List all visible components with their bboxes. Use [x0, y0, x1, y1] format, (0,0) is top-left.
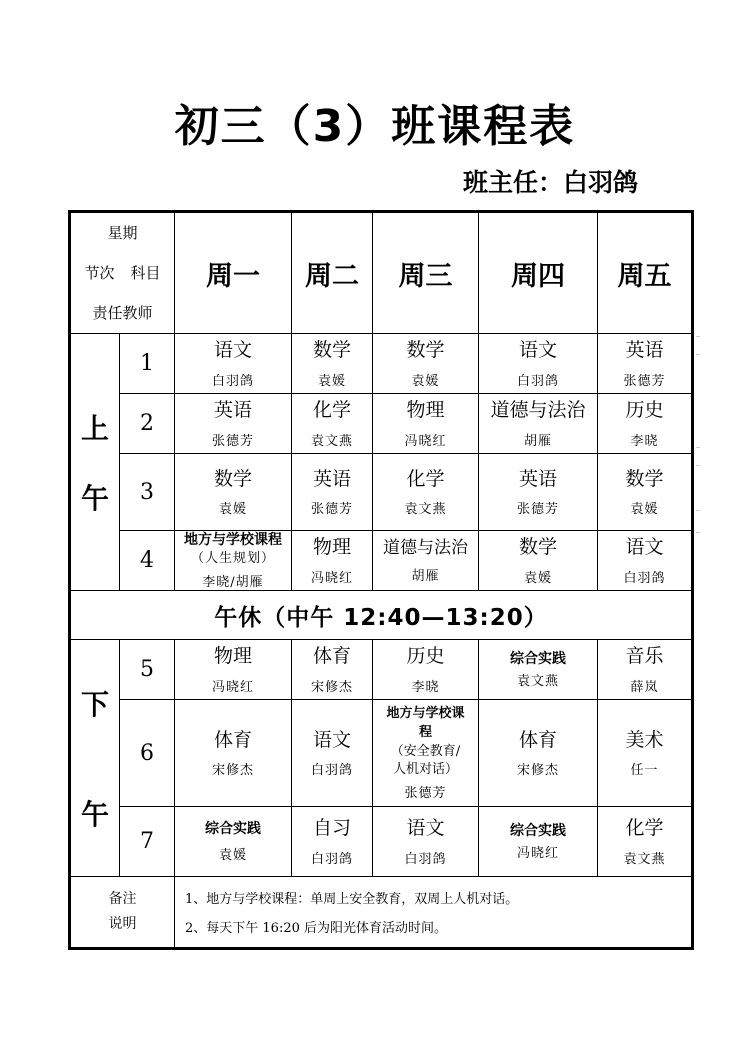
class-cell	[175, 700, 292, 807]
subject: 英语	[625, 339, 664, 362]
teacher: 袁文燕	[404, 502, 447, 518]
subject: 语文	[213, 339, 252, 362]
class-cell	[175, 334, 292, 394]
subject: 体育	[213, 728, 252, 751]
class-cell	[292, 640, 373, 700]
teacher: 白羽鸽	[623, 570, 666, 586]
timetable	[68, 210, 694, 950]
subject: 语文	[406, 817, 445, 840]
period-label: 节次	[84, 264, 115, 282]
header-corner-cell	[70, 212, 175, 334]
subject: 英语	[213, 399, 252, 422]
class-cell	[175, 807, 292, 877]
teacher: 袁文燕	[310, 433, 353, 449]
subject: 体育	[518, 728, 557, 751]
class-cell	[292, 531, 373, 591]
class-cell	[175, 394, 292, 454]
teacher: 李晓	[411, 679, 440, 695]
class-cell	[373, 454, 479, 531]
class-cell	[479, 640, 598, 700]
subject: 数学	[406, 339, 445, 362]
morning-label-2: 午	[80, 482, 109, 515]
subject: 自习	[312, 817, 351, 840]
period-number: 1	[120, 334, 175, 394]
teacher: 冯晓红	[516, 846, 559, 862]
teacher: 白羽鸽	[404, 851, 447, 867]
subject: 数学	[312, 339, 351, 362]
subject: 道德与法治	[383, 537, 468, 558]
day-header-fri: 周五	[598, 212, 693, 334]
subject: 历史	[406, 645, 445, 668]
class-cell	[292, 700, 373, 807]
subject-line-2: 程	[418, 724, 432, 740]
teacher: 张德芳	[211, 433, 254, 449]
period-row-3	[70, 454, 693, 531]
class-cell	[373, 334, 479, 394]
subject: 物理	[406, 399, 445, 422]
teacher: 冯晓红	[310, 570, 353, 586]
day-header-thu: 周四	[479, 212, 598, 334]
teacher: 张德芳	[404, 786, 447, 802]
subject: 英语	[312, 467, 351, 490]
teacher: 宋修杰	[516, 763, 559, 779]
edge-mark	[696, 447, 700, 448]
class-cell	[373, 807, 479, 877]
subject: 物理	[213, 645, 252, 668]
subject: 化学	[312, 399, 351, 422]
week-label: 星期	[107, 224, 138, 242]
teacher: 宋修杰	[211, 763, 254, 779]
teacher: 袁媛	[630, 502, 659, 518]
class-cell	[292, 394, 373, 454]
subject: 数学	[625, 467, 664, 490]
subject: 数学	[213, 467, 252, 490]
teacher: 白羽鸽	[516, 373, 559, 389]
note-item: 2、每天下午 16:20 后为阳光体育活动时间。	[185, 921, 447, 936]
class-cell	[479, 531, 598, 591]
period-row-1	[70, 334, 693, 394]
subject: 英语	[518, 467, 557, 490]
subject: 综合实践	[510, 822, 566, 839]
subject: 化学	[406, 467, 445, 490]
teacher: 任一	[630, 763, 659, 779]
period-row-4	[70, 531, 693, 591]
subject-line-1: 地方与学校课	[386, 705, 465, 721]
teacher: 冯晓红	[404, 433, 447, 449]
teacher: 袁媛	[411, 373, 440, 389]
lunch-break: 午休（中午 12:40—13:20）	[70, 591, 693, 640]
class-cell	[292, 334, 373, 394]
teacher: 宋修杰	[310, 679, 353, 695]
subject: 综合实践	[510, 650, 566, 667]
afternoon-label-cell	[70, 640, 120, 877]
class-cell	[175, 640, 292, 700]
class-cell	[175, 454, 292, 531]
subject: 语文	[518, 339, 557, 362]
teacher: 白羽鸽	[310, 763, 353, 779]
subject: 体育	[312, 645, 351, 668]
class-cell	[479, 394, 598, 454]
period-number: 7	[120, 807, 175, 877]
teacher: 张德芳	[310, 502, 353, 518]
afternoon-label-2: 午	[80, 798, 109, 831]
teacher: 白羽鸽	[310, 851, 353, 867]
class-cell	[598, 640, 693, 700]
header-row	[70, 212, 693, 334]
class-cell	[373, 640, 479, 700]
period-number: 2	[120, 394, 175, 454]
subject: 道德与法治	[490, 399, 586, 422]
teacher: 薛岚	[630, 679, 659, 695]
class-cell	[598, 454, 693, 531]
subject-note: （人生规划）	[190, 551, 275, 567]
period-number: 5	[120, 640, 175, 700]
class-cell	[373, 394, 479, 454]
page-title: 初三（3）班课程表	[174, 101, 576, 152]
period-number: 4	[120, 531, 175, 591]
class-cell	[598, 807, 693, 877]
notes-label-2: 说明	[108, 916, 137, 932]
subject: 语文	[625, 536, 664, 559]
subject: 地方与学校课程	[184, 532, 282, 549]
afternoon-label-1: 下	[80, 688, 109, 721]
teacher: 张德芳	[623, 373, 666, 389]
day-header-mon: 周一	[175, 212, 292, 334]
teacher: 白羽鸽	[211, 373, 254, 389]
teacher-label: 责任教师	[92, 304, 153, 322]
teacher: 李晓	[630, 433, 659, 449]
notes-label-cell	[70, 877, 175, 949]
class-cell	[292, 454, 373, 531]
notes-row	[70, 877, 693, 949]
class-cell	[479, 334, 598, 394]
subject: 美术	[625, 728, 664, 751]
class-cell	[479, 454, 598, 531]
period-row-5	[70, 640, 693, 700]
teacher: 胡雁	[411, 569, 440, 585]
class-cell	[479, 700, 598, 807]
day-header-wed: 周三	[373, 212, 479, 334]
class-cell	[292, 807, 373, 877]
edge-mark	[696, 336, 700, 337]
period-subject-labels	[71, 253, 174, 293]
teacher: 袁文燕	[516, 674, 559, 690]
subject: 综合实践	[205, 820, 261, 837]
teacher: 冯晓红	[211, 679, 254, 695]
lunch-row	[70, 591, 693, 640]
notes-label-1: 备注	[108, 890, 137, 907]
period-row-2	[70, 394, 693, 454]
period-row-6	[70, 700, 693, 807]
teacher: 袁文燕	[623, 851, 666, 867]
edge-mark	[696, 354, 700, 355]
subject: 物理	[312, 536, 351, 559]
morning-label-cell	[70, 334, 120, 591]
class-cell	[175, 531, 292, 591]
subject-label: 科目	[130, 264, 161, 282]
class-cell	[479, 807, 598, 877]
period-number: 3	[120, 454, 175, 531]
notes-content	[175, 877, 693, 949]
class-teacher: 班主任：白羽鸽	[462, 168, 638, 197]
edge-mark	[696, 465, 700, 466]
class-cell	[373, 700, 479, 807]
teacher: 李晓/胡雁	[202, 574, 264, 590]
subject: 语文	[312, 728, 351, 751]
period-number: 6	[120, 700, 175, 807]
subject: 历史	[625, 399, 664, 422]
subject-note-line-2: 人机对话）	[392, 762, 458, 778]
period-row-7	[70, 807, 693, 877]
teacher: 袁媛	[317, 373, 346, 389]
class-cell	[598, 334, 693, 394]
teacher: 袁媛	[218, 502, 247, 518]
subject: 数学	[518, 536, 557, 559]
class-cell	[598, 531, 693, 591]
edge-mark	[696, 532, 700, 533]
subject: 音乐	[625, 645, 664, 668]
class-cell	[598, 700, 693, 807]
teacher: 袁媛	[523, 570, 552, 586]
teacher: 胡雁	[523, 433, 552, 449]
teacher: 张德芳	[516, 502, 559, 518]
morning-label-1: 上	[80, 412, 109, 445]
class-cell	[373, 531, 479, 591]
note-item: 1、地方与学校课程：单周上安全教育，双周上人机对话。	[185, 892, 519, 907]
subject: 化学	[625, 817, 664, 840]
subject-note-line-1: （安全教育/	[390, 743, 461, 759]
edge-mark	[696, 510, 700, 511]
teacher: 袁媛	[218, 848, 247, 864]
day-header-tue: 周二	[292, 212, 373, 334]
class-cell	[598, 394, 693, 454]
